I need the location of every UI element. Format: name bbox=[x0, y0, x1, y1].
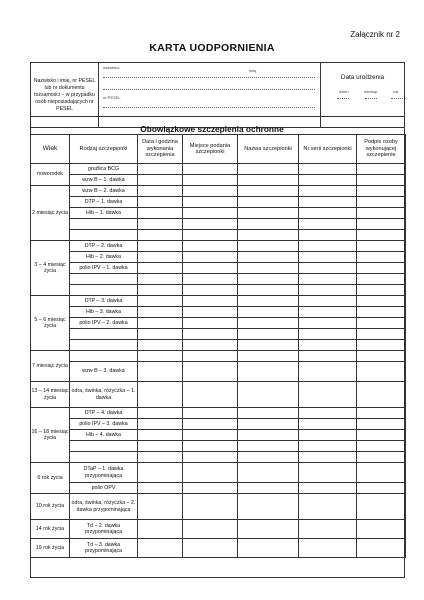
entry-cell[interactable] bbox=[138, 318, 183, 329]
table-row bbox=[31, 351, 406, 362]
entry-cell[interactable] bbox=[138, 208, 183, 219]
vaccine-type-cell: DTP – 4. dawka bbox=[70, 408, 138, 419]
col-signature-header: Podpis osoby wykonującej szczepienie bbox=[357, 135, 406, 164]
age-cell: 14 rok życia bbox=[31, 520, 70, 539]
table-row bbox=[31, 274, 406, 285]
entry-cell[interactable] bbox=[357, 263, 406, 274]
entry-cell[interactable] bbox=[183, 494, 238, 520]
entry-cell[interactable] bbox=[138, 219, 183, 230]
vaccine-type-cell: polio IPV – 1. dawka bbox=[70, 263, 138, 274]
table-row bbox=[31, 362, 406, 382]
entry-cell[interactable] bbox=[357, 520, 406, 539]
vaccine-type-cell: Hib – 1. dawka bbox=[70, 208, 138, 219]
entry-cell[interactable] bbox=[299, 285, 357, 296]
entry-cell[interactable] bbox=[299, 175, 357, 186]
entry-cell[interactable] bbox=[138, 340, 183, 351]
entry-cell[interactable] bbox=[299, 408, 357, 419]
table-row bbox=[31, 419, 406, 430]
entry-cell[interactable] bbox=[138, 252, 183, 263]
vaccine-type-cell: DTP – 3. dawka bbox=[70, 296, 138, 307]
entry-cell[interactable] bbox=[138, 463, 183, 483]
table-row bbox=[31, 230, 406, 241]
entry-cell[interactable] bbox=[357, 539, 406, 558]
entry-cell[interactable] bbox=[138, 263, 183, 274]
entry-cell[interactable] bbox=[183, 408, 238, 419]
entry-cell[interactable] bbox=[238, 296, 299, 307]
vaccine-type-cell: Hib – 4. dawka bbox=[70, 430, 138, 441]
vaccine-type-cell: Hib – 2. dawka bbox=[70, 252, 138, 263]
table-row bbox=[31, 252, 406, 263]
entry-cell[interactable] bbox=[138, 408, 183, 419]
entry-cell[interactable] bbox=[299, 329, 357, 340]
entry-cell[interactable] bbox=[183, 186, 238, 197]
annex-label: Załącznik nr 2 bbox=[350, 30, 400, 39]
table-row bbox=[31, 186, 406, 197]
entry-cell[interactable] bbox=[238, 307, 299, 318]
entry-cell[interactable] bbox=[238, 252, 299, 263]
entry-cell[interactable] bbox=[183, 351, 238, 362]
entry-cell[interactable] bbox=[299, 463, 357, 483]
entry-cell[interactable] bbox=[357, 329, 406, 340]
vaccine-type-cell: wzw B – 2. dawka bbox=[70, 186, 138, 197]
entry-cell[interactable] bbox=[299, 296, 357, 307]
entry-cell[interactable] bbox=[138, 197, 183, 208]
col-batch-header: Nr serii szczepionki bbox=[299, 135, 357, 164]
pesel-label: nr PESEL bbox=[103, 95, 121, 100]
age-cell: 5 – 6 miesiąc życia bbox=[31, 296, 70, 351]
vaccine-type-cell bbox=[70, 285, 138, 296]
entry-cell[interactable] bbox=[238, 520, 299, 539]
vaccine-type-cell: Td – 2. dawka przypominająca bbox=[70, 520, 138, 539]
entry-cell[interactable] bbox=[357, 230, 406, 241]
table-row bbox=[31, 340, 406, 351]
entry-cell[interactable] bbox=[138, 241, 183, 252]
entry-cell[interactable] bbox=[183, 175, 238, 186]
table-row bbox=[31, 307, 406, 318]
entry-cell[interactable] bbox=[357, 340, 406, 351]
entry-cell[interactable] bbox=[299, 494, 357, 520]
table-row bbox=[31, 285, 406, 296]
entry-cell[interactable] bbox=[183, 539, 238, 558]
entry-cell[interactable] bbox=[183, 208, 238, 219]
vaccine-type-cell bbox=[70, 219, 138, 230]
entry-cell[interactable] bbox=[138, 382, 183, 408]
table-row bbox=[31, 296, 406, 307]
table-row bbox=[31, 208, 406, 219]
entry-cell[interactable] bbox=[357, 296, 406, 307]
entry-cell[interactable] bbox=[299, 351, 357, 362]
entry-cell[interactable] bbox=[238, 197, 299, 208]
entry-cell[interactable] bbox=[138, 285, 183, 296]
age-cell: 10 rok życia bbox=[31, 494, 70, 520]
vaccine-type-cell: polio IPV – 2. dawka bbox=[70, 318, 138, 329]
entry-cell[interactable] bbox=[238, 494, 299, 520]
entry-cell[interactable] bbox=[357, 285, 406, 296]
table-row bbox=[31, 441, 406, 452]
table-row bbox=[31, 494, 406, 520]
entry-cell[interactable] bbox=[357, 463, 406, 483]
entry-cell[interactable] bbox=[183, 329, 238, 340]
entry-cell[interactable] bbox=[357, 197, 406, 208]
table-row bbox=[31, 219, 406, 230]
identity-label: Nazwisko i imię, nr PESEL lub nr dokumentu tożsamości – w przypadku osób nieposiadających nr PESEL bbox=[31, 63, 99, 127]
entry-cell[interactable] bbox=[238, 329, 299, 340]
age-cell: 7 miesiąc życia bbox=[31, 351, 70, 382]
age-cell: 16 – 18 miesiąc życia bbox=[31, 408, 70, 463]
entry-cell[interactable] bbox=[299, 197, 357, 208]
entry-cell[interactable] bbox=[183, 164, 238, 175]
table-row bbox=[31, 430, 406, 441]
entry-cell[interactable] bbox=[299, 164, 357, 175]
vaccine-type-cell bbox=[70, 452, 138, 463]
entry-cell[interactable] bbox=[183, 362, 238, 382]
pesel-line[interactable] bbox=[103, 107, 315, 108]
entry-cell[interactable] bbox=[183, 483, 238, 494]
vaccine-type-cell bbox=[70, 441, 138, 452]
entry-cell[interactable] bbox=[138, 296, 183, 307]
entry-cell[interactable] bbox=[138, 230, 183, 241]
table-row bbox=[31, 175, 406, 186]
entry-cell[interactable] bbox=[357, 186, 406, 197]
entry-cell[interactable] bbox=[357, 494, 406, 520]
vaccine-type-cell: polio IPV – 3. dawka bbox=[70, 419, 138, 430]
entry-cell[interactable] bbox=[357, 241, 406, 252]
entry-cell[interactable] bbox=[183, 441, 238, 452]
entry-cell[interactable] bbox=[138, 175, 183, 186]
dob-day-field[interactable] bbox=[337, 98, 349, 99]
entry-cell[interactable] bbox=[299, 539, 357, 558]
entry-cell[interactable] bbox=[299, 362, 357, 382]
entry-cell[interactable] bbox=[299, 430, 357, 441]
col-datetime-header: Data i godzina wykonania szczepienia bbox=[138, 135, 183, 164]
dob-month-label: miesiąc bbox=[364, 89, 378, 94]
first-name-label: imię bbox=[249, 68, 257, 73]
entry-cell[interactable] bbox=[183, 285, 238, 296]
entry-cell[interactable] bbox=[299, 441, 357, 452]
entry-cell[interactable] bbox=[357, 483, 406, 494]
entry-cell[interactable] bbox=[183, 252, 238, 263]
name-line[interactable] bbox=[103, 77, 315, 78]
entry-cell[interactable] bbox=[357, 419, 406, 430]
age-cell: 13 – 14 miesiąc życia bbox=[31, 382, 70, 408]
entry-cell[interactable] bbox=[357, 362, 406, 382]
entry-cell[interactable] bbox=[299, 318, 357, 329]
entry-cell[interactable] bbox=[138, 441, 183, 452]
age-cell: noworodek bbox=[31, 164, 70, 186]
table-row bbox=[31, 318, 406, 329]
entry-cell[interactable] bbox=[183, 340, 238, 351]
entry-cell[interactable] bbox=[299, 483, 357, 494]
entry-cell[interactable] bbox=[357, 382, 406, 408]
table-row bbox=[31, 520, 406, 539]
entry-cell[interactable] bbox=[299, 186, 357, 197]
entry-cell[interactable] bbox=[183, 419, 238, 430]
dob-month-field[interactable] bbox=[365, 98, 377, 99]
entry-cell[interactable] bbox=[138, 329, 183, 340]
vaccine-type-cell: DTaP – 1. dawka przypominająca bbox=[70, 463, 138, 483]
entry-cell[interactable] bbox=[238, 483, 299, 494]
entry-cell[interactable] bbox=[299, 241, 357, 252]
entry-cell[interactable] bbox=[357, 307, 406, 318]
entry-cell[interactable] bbox=[183, 230, 238, 241]
entry-cell[interactable] bbox=[238, 340, 299, 351]
entry-cell[interactable] bbox=[138, 494, 183, 520]
entry-cell[interactable] bbox=[138, 483, 183, 494]
header-row bbox=[31, 135, 406, 164]
entry-cell[interactable] bbox=[299, 219, 357, 230]
entry-cell[interactable] bbox=[238, 263, 299, 274]
entry-cell[interactable] bbox=[357, 175, 406, 186]
table-row bbox=[31, 382, 406, 408]
entry-cell[interactable] bbox=[357, 351, 406, 362]
entry-cell[interactable] bbox=[238, 164, 299, 175]
entry-cell[interactable] bbox=[299, 230, 357, 241]
table-row bbox=[31, 329, 406, 340]
vaccine-type-cell: DTP – 1. dawka bbox=[70, 197, 138, 208]
vaccine-type-cell: polio OPV bbox=[70, 483, 138, 494]
entry-cell[interactable] bbox=[138, 186, 183, 197]
vaccine-type-cell: odra, świnka, różyczka – 1. dawka bbox=[70, 382, 138, 408]
entry-cell[interactable] bbox=[238, 441, 299, 452]
entry-cell[interactable] bbox=[238, 230, 299, 241]
page-title: KARTA UODPORNIENIA bbox=[149, 42, 275, 54]
vaccine-type-cell: wzw B – 3. dawka bbox=[70, 362, 138, 382]
entry-cell[interactable] bbox=[299, 307, 357, 318]
dob-year-label: rok bbox=[393, 89, 399, 94]
section-title: Obowiązkowe szczepienia ochronne bbox=[140, 124, 284, 134]
entry-cell[interactable] bbox=[357, 441, 406, 452]
table-row bbox=[31, 241, 406, 252]
entry-cell[interactable] bbox=[183, 452, 238, 463]
entry-cell[interactable] bbox=[183, 296, 238, 307]
entry-cell[interactable] bbox=[183, 430, 238, 441]
vaccine-type-cell: wzw B – 1. dawka bbox=[70, 175, 138, 186]
table-row bbox=[31, 463, 406, 483]
entry-cell[interactable] bbox=[138, 351, 183, 362]
entry-cell[interactable] bbox=[138, 164, 183, 175]
entry-cell[interactable] bbox=[238, 430, 299, 441]
entry-cell[interactable] bbox=[183, 382, 238, 408]
entry-cell[interactable] bbox=[138, 452, 183, 463]
entry-cell[interactable] bbox=[299, 452, 357, 463]
table-row bbox=[31, 408, 406, 419]
dob-day-label: dzień bbox=[339, 89, 349, 94]
entry-cell[interactable] bbox=[183, 263, 238, 274]
entry-cell[interactable] bbox=[357, 274, 406, 285]
vaccine-type-cell bbox=[70, 340, 138, 351]
entry-cell[interactable] bbox=[138, 274, 183, 285]
entry-cell[interactable] bbox=[138, 307, 183, 318]
entry-cell[interactable] bbox=[357, 318, 406, 329]
entry-cell[interactable] bbox=[183, 241, 238, 252]
entry-cell[interactable] bbox=[183, 463, 238, 483]
entry-cell[interactable] bbox=[357, 252, 406, 263]
entry-cell[interactable] bbox=[238, 241, 299, 252]
entry-cell[interactable] bbox=[299, 263, 357, 274]
dob-year-field[interactable] bbox=[391, 98, 403, 99]
entry-cell[interactable] bbox=[299, 419, 357, 430]
entry-cell[interactable] bbox=[183, 274, 238, 285]
entry-cell[interactable] bbox=[238, 382, 299, 408]
vaccine-type-cell bbox=[70, 351, 138, 362]
entry-cell[interactable] bbox=[138, 419, 183, 430]
entry-cell[interactable] bbox=[357, 430, 406, 441]
entry-cell[interactable] bbox=[238, 318, 299, 329]
name-line-2[interactable] bbox=[103, 89, 315, 90]
col-vaccine-type-header: Rodzaj szczepionki bbox=[70, 135, 138, 164]
col-age-header: Wiek bbox=[31, 135, 70, 164]
entry-cell[interactable] bbox=[238, 186, 299, 197]
vaccination-table bbox=[30, 134, 406, 558]
vaccine-type-cell bbox=[70, 274, 138, 285]
age-cell: 19 rok życia bbox=[31, 539, 70, 558]
vaccine-type-cell: DTP – 2. dawka bbox=[70, 241, 138, 252]
age-cell: 2 miesiąc życia bbox=[31, 186, 70, 241]
vaccine-type-cell: Td – 3. dawka przypominająca bbox=[70, 539, 138, 558]
entry-cell[interactable] bbox=[299, 252, 357, 263]
entry-cell[interactable] bbox=[238, 219, 299, 230]
entry-cell[interactable] bbox=[299, 208, 357, 219]
entry-cell[interactable] bbox=[183, 197, 238, 208]
vaccine-type-cell: odra, świnka, różyczka – 2. dawka przypominająca bbox=[70, 494, 138, 520]
entry-cell[interactable] bbox=[357, 219, 406, 230]
entry-cell[interactable] bbox=[183, 219, 238, 230]
entry-cell[interactable] bbox=[357, 408, 406, 419]
entry-cell[interactable] bbox=[238, 274, 299, 285]
age-cell: 3 – 4 miesiąc życia bbox=[31, 241, 70, 296]
entry-cell[interactable] bbox=[299, 340, 357, 351]
table-row bbox=[31, 197, 406, 208]
vaccine-type-cell: Hib – 3. dawka bbox=[70, 307, 138, 318]
entry-cell[interactable] bbox=[183, 318, 238, 329]
entry-cell[interactable] bbox=[238, 539, 299, 558]
age-cell: 6 rok życia bbox=[31, 463, 70, 494]
col-site-header: Miejsce podania szczepionki bbox=[183, 135, 238, 164]
entry-cell[interactable] bbox=[357, 452, 406, 463]
entry-cell[interactable] bbox=[183, 307, 238, 318]
entry-cell[interactable] bbox=[238, 175, 299, 186]
vaccine-type-cell bbox=[70, 230, 138, 241]
entry-cell[interactable] bbox=[138, 362, 183, 382]
entry-cell[interactable] bbox=[238, 208, 299, 219]
entry-cell[interactable] bbox=[238, 362, 299, 382]
dob-title: Data urodzenia bbox=[340, 74, 385, 81]
entry-cell[interactable] bbox=[138, 520, 183, 539]
entry-cell[interactable] bbox=[299, 520, 357, 539]
entry-cell[interactable] bbox=[299, 382, 357, 408]
entry-cell[interactable] bbox=[183, 520, 238, 539]
entry-cell[interactable] bbox=[138, 430, 183, 441]
vaccine-type-cell: gruźlica BCG bbox=[70, 164, 138, 175]
entry-cell[interactable] bbox=[238, 452, 299, 463]
table-row bbox=[31, 483, 406, 494]
table-row bbox=[31, 452, 406, 463]
entry-cell[interactable] bbox=[357, 164, 406, 175]
entry-cell[interactable] bbox=[238, 408, 299, 419]
entry-cell[interactable] bbox=[238, 285, 299, 296]
entry-cell[interactable] bbox=[138, 539, 183, 558]
table-row bbox=[31, 263, 406, 274]
entry-cell[interactable] bbox=[357, 208, 406, 219]
surname-label: nazwisko bbox=[103, 65, 120, 70]
entry-cell[interactable] bbox=[299, 274, 357, 285]
vaccine-type-cell bbox=[70, 329, 138, 340]
table-row bbox=[31, 164, 406, 175]
table-row bbox=[31, 539, 406, 558]
col-vaccine-name-header: Nazwa szczepionki bbox=[238, 135, 299, 164]
entry-cell[interactable] bbox=[238, 419, 299, 430]
entry-cell[interactable] bbox=[238, 463, 299, 483]
entry-cell[interactable] bbox=[238, 351, 299, 362]
